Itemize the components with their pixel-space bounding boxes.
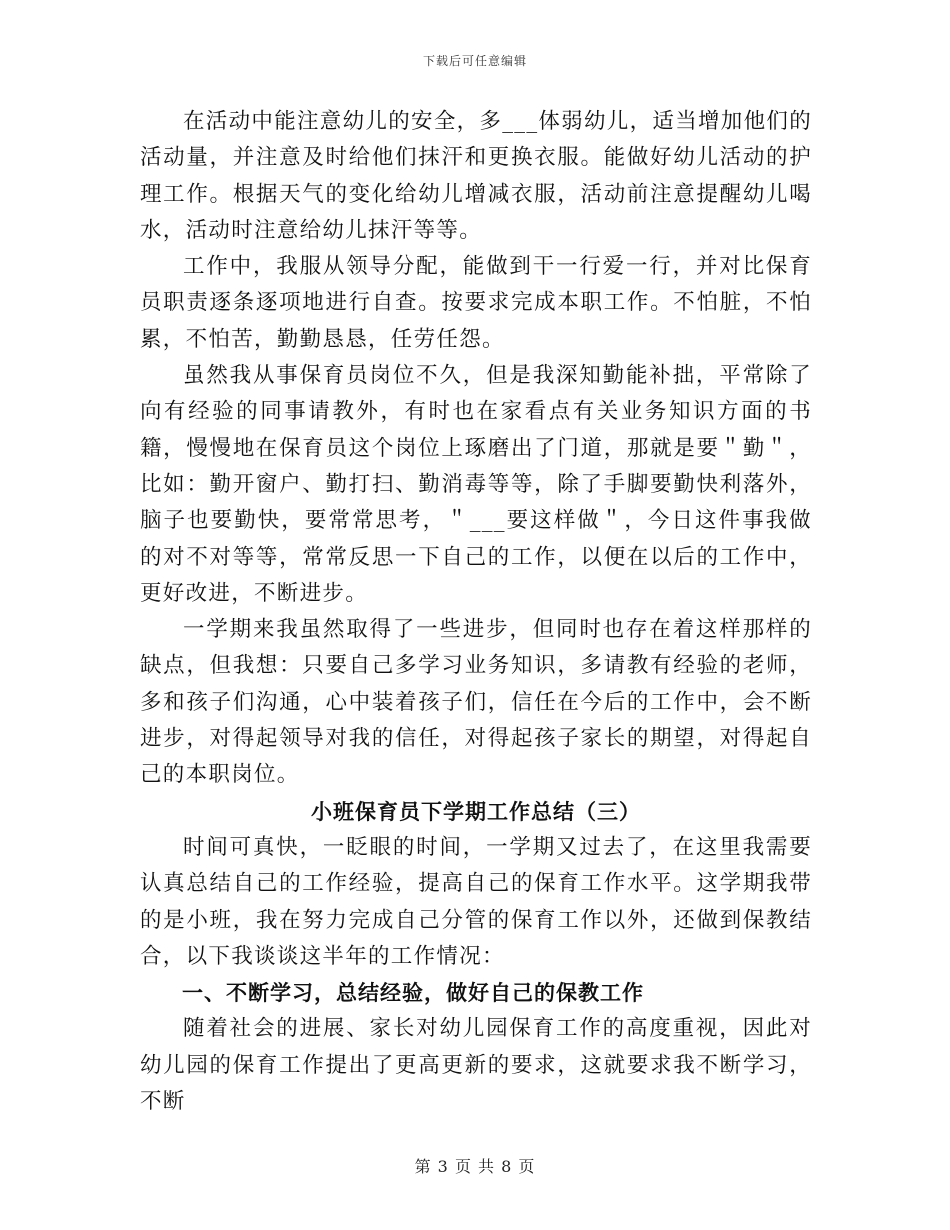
paragraph-diligence: 虽然我从事保育员岗位不久，但是我深知勤能补拙，平常除了向有经验的同事请教外，有时也在家看点有关业务知识方面的书籍，慢慢地在保育员这个岗位上琢磨出了门道，那就是要＂勤＂，比如：勤开窗户、勤打扫、勤消毒等等，除了手脚要勤快利落外，脑子也要勤快，要常常思考，＂___要这样做＂，今日这件事我做的对不对等等，常常反思一下自己的工作，以便在以后的工作中，更好改进，不断进步。: [140, 363, 812, 606]
paragraph-semester-reflection: 一学期来我虽然取得了一些进步，但同时也存在着这样那样的缺点，但我想：只要自己多学习业务知识，多请教有经验的老师，多和孩子们沟通，心中装着孩子们，信任在今后的工作中，会不断进步，对得起领导对我的信任，对得起孩子家长的期望，对得起自己的本职岗位。: [140, 617, 812, 788]
document-body: [140, 104, 812, 1120]
section-title: 小班保育员下学期工作总结（三）: [311, 799, 641, 824]
paragraph-activity-safety: 在活动中能注意幼儿的安全，多___体弱幼儿，适当增加他们的活动量，并注意及时给他们抹汗和更换衣服。能做好幼儿活动的护理工作。根据天气的变化给幼儿增减衣服，活动前注意提醒幼儿喝水，活动时注意给幼儿抹汗等等。: [140, 109, 812, 243]
section-subheading: 一、不断学习，总结经验，做好自己的保教工作: [182, 981, 644, 1006]
paragraph-work-attitude: 工作中，我服从领导分配，能做到干一行爱一行，并对比保育员职责逐条逐项地进行自查。按要求完成本职工作。不怕脏，不怕累，不怕苦，勤勤恳恳，任劳任怨。: [140, 254, 812, 352]
page-number: 第 3 页 共 8 页: [414, 1157, 536, 1176]
page-header: 下载后可任意编辑: [422, 54, 527, 68]
section-intro-paragraph: 时间可真快，一眨眼的时间，一学期又过去了，在这里我需要认真总结自己的工作经验，提高自己的保育工作水平。这学期我带的是小班，我在努力完成自己分管的保育工作以外，还做到保教结合，以下我谈谈这半年的工作情况：: [140, 834, 812, 969]
section-body-paragraph: 随着社会的进展、家长对幼儿园保育工作的高度重视，因此对幼儿园的保育工作提出了更高更新的要求，这就要求我不断学习，不断: [140, 1016, 812, 1115]
